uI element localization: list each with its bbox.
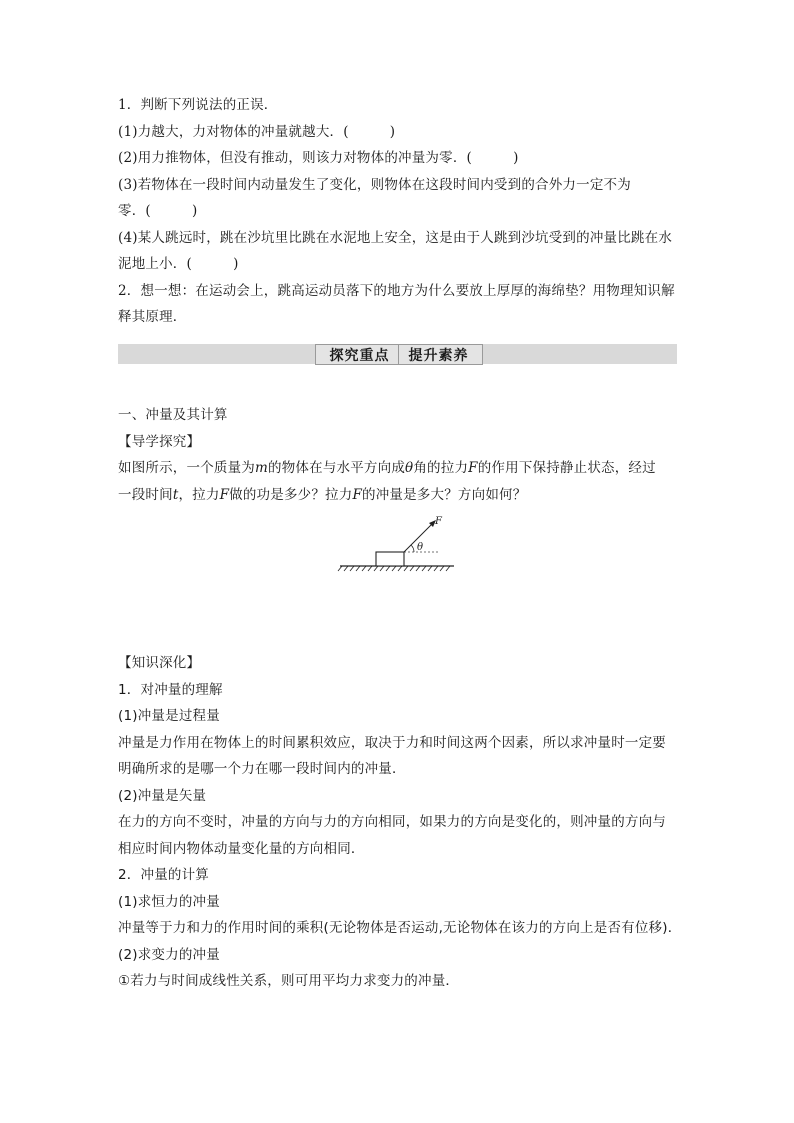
impulse-section: [118, 402, 688, 508]
subheading-vector: (2)冲量是矢量: [118, 787, 207, 804]
paragraph-constant-force: 冲量等于力和力的作用时间的乘积(无论物体是否运动,无论物体在该力的方向上是否有位移)．: [118, 920, 682, 936]
paragraph-process-1: 冲量是力作用在物体上的时间累积效应，取决于力和时间这两个因素，所以求冲量时一定要: [118, 734, 666, 751]
angle-label: θ: [417, 542, 424, 553]
paragraph-vector-1: 在力的方向不变时，冲量的方向与力的方向相同，如果力的方向是变化的，则冲量的方向与: [118, 814, 666, 830]
paragraph-variable-force: ①若力与时间成线性关系，则可用平均力求变力的冲量．: [118, 973, 460, 989]
block: [376, 552, 404, 566]
guide-question-line-2: 一段时间t，拉力F做的功是多少？拉力F的冲量是多大？方向如何？: [118, 486, 527, 503]
guide-tag: 【导学探究】: [118, 433, 201, 450]
q1-title: 1．判断下列说法的正误．: [118, 97, 278, 113]
q1-item-4-line-1: (4)某人跳远时，跳在沙坑里比跳在水泥地上安全，这是由于人跳到沙坑受到的冲量比跳在水: [118, 229, 673, 246]
section-heading: 一、冲量及其计算: [118, 407, 228, 423]
knowledge-heading-2: 2．冲量的计算: [118, 867, 209, 883]
q1-item-2: (2)用力推物体，但没有推动，则该力对物体的冲量为零．( ): [118, 150, 519, 166]
subheading-constant-force: (1)求恒力的冲量: [118, 893, 220, 910]
q2-line-2: 释其原理．: [118, 309, 187, 325]
paragraph-vector-2: 相应时间内物体动量变化量的方向相同．: [118, 840, 365, 857]
paragraph-process-2: 明确所求的是哪一个力在哪一段时间内的冲量．: [118, 761, 406, 777]
q2-line-1: 2．想一想：在运动会上，跳高运动员落下的地方为什么要放上厚厚的海绵垫？用物理知识解: [118, 282, 675, 299]
force-diagram: [336, 508, 458, 578]
ground-hatching: [338, 566, 450, 571]
question-block: [118, 92, 678, 331]
banner-left-text: 探究重点: [329, 347, 390, 364]
knowledge-tag: 【知识深化】: [118, 655, 201, 671]
subheading-process: (1)冲量是过程量: [118, 708, 220, 724]
q1-item-1: (1)力越大，力对物体的冲量就越大．( ): [118, 123, 396, 140]
q1-item-4-line-2: 泥地上小．( ): [118, 256, 239, 272]
angle-arc: [411, 545, 414, 552]
section-banner: [315, 344, 483, 365]
banner-divider: [398, 345, 399, 364]
banner-right-text: 提升素养: [408, 347, 469, 364]
q1-item-3-line-2: 零．( ): [118, 203, 198, 219]
subheading-variable-force: (2)求变力的冲量: [118, 946, 220, 963]
q1-item-3-line-1: (3)若物体在一段时间内动量发生了变化，则物体在这段时间内受到的合外力一定不为: [118, 176, 631, 193]
guide-question-line-1: 如图所示，一个质量为m的物体在与水平方向成θ角的拉力F的作用下保持静止状态，经过: [118, 460, 656, 476]
knowledge-section: [118, 650, 688, 995]
force-label: F: [435, 516, 442, 527]
knowledge-heading-1: 1．对冲量的理解: [118, 681, 223, 698]
